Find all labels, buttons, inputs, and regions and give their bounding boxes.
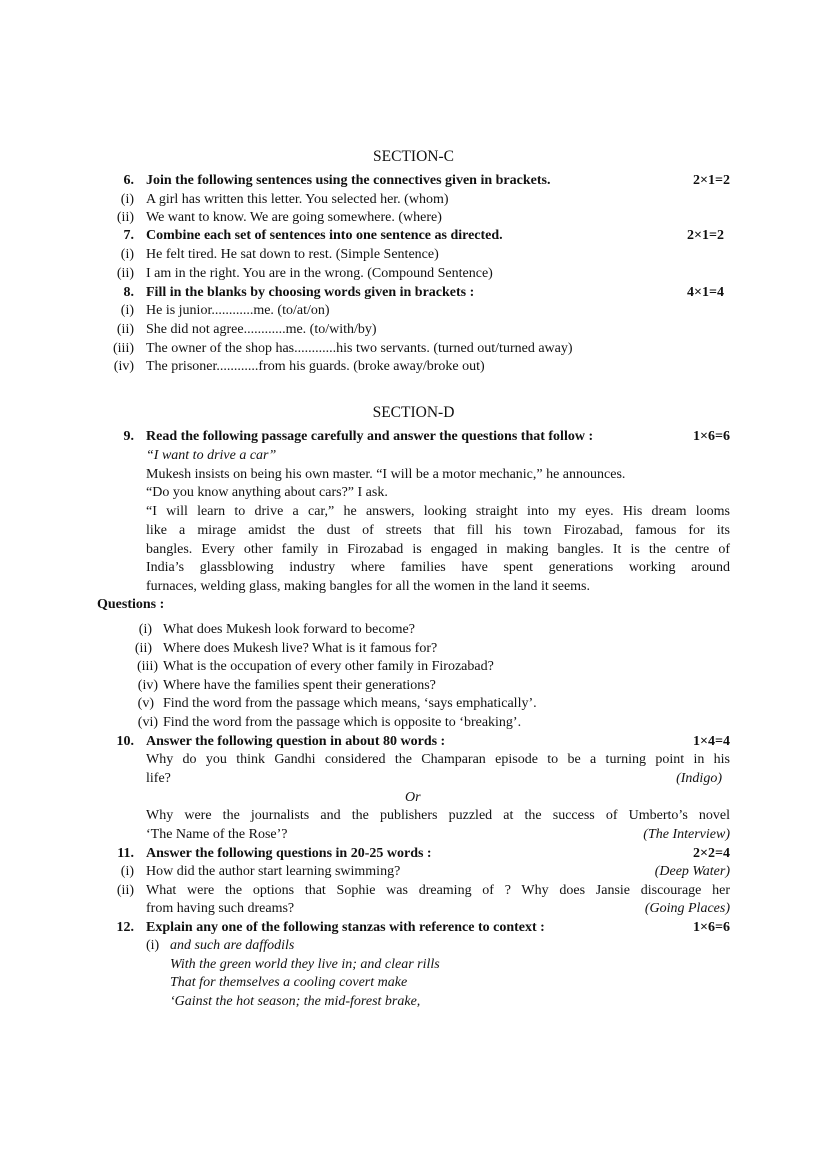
question-roman: (vi) (137, 715, 158, 730)
section-d-heading: SECTION-D (372, 404, 455, 421)
item-text: He is junior............me. (to/at/on) (146, 303, 330, 318)
question-roman: (iii) (137, 659, 158, 674)
marks: 2×1=2 (693, 173, 730, 188)
passage-line: “Do you know anything about cars?” I ask. (146, 485, 388, 500)
passage-line: India’s glassblowing industry where families have spent generations working around (146, 560, 730, 575)
item-roman: (ii) (116, 883, 134, 898)
stanza-line: and such are daffodils (170, 938, 295, 953)
question-item: Find the word from the passage which means, ‘says emphatically’. (163, 696, 537, 711)
item-roman: (iii) (113, 341, 134, 356)
question-text: Answer the following question in about 80 words : (146, 734, 446, 749)
answer-line: ‘The Name of the Rose’? (146, 827, 288, 842)
question-text: Combine each set of sentences into one sentence as directed. (146, 228, 503, 243)
item-roman: (i) (120, 864, 134, 879)
passage-line: furnaces, welding glass, making bangles for all the women in the land it seems. (146, 579, 591, 594)
item-roman: (ii) (116, 210, 134, 225)
item-text: How did the author start learning swimming? (146, 864, 401, 879)
item-text: I am in the right. You are in the wrong. (Compound Sentence) (146, 266, 493, 281)
passage-line: bangles. Every other family in Firozabad is engaged in making bangles. It is the centre of (146, 542, 730, 557)
source-reference: (Going Places) (644, 901, 730, 916)
question-text: Read the following passage carefully and answer the questions that follow : (146, 429, 594, 444)
stanza-line: With the green world they live in; and clear rills (170, 957, 440, 972)
question-roman: (v) (137, 696, 154, 711)
question-number: 7. (123, 228, 134, 243)
passage-title: “I want to drive a car” (146, 448, 277, 463)
item-text: She did not agree............me. (to/with/by) (146, 322, 377, 337)
stanza-line: That for themselves a cooling covert make (170, 975, 408, 990)
question-item: Find the word from the passage which is opposite to ‘breaking’. (163, 715, 522, 730)
question-number: 9. (123, 429, 134, 444)
item-roman: (i) (120, 247, 134, 262)
item-roman: (i) (120, 303, 134, 318)
item-text: He felt tired. He sat down to rest. (Simple Sentence) (146, 247, 439, 262)
item-roman: (i) (120, 192, 134, 207)
marks: 1×6=6 (693, 920, 730, 935)
item-text: A girl has written this letter. You selected her. (whom) (146, 192, 449, 207)
question-item: Where have the families spent their generations? (163, 678, 436, 693)
passage-line: “I will learn to drive a car,” he answers, looking straight into my eyes. His dream looms (146, 504, 730, 519)
question-text: Answer the following questions in 20-25 words : (146, 846, 432, 861)
marks: 1×6=6 (693, 429, 730, 444)
question-item: Where does Mukesh live? What is it famous for? (163, 641, 438, 656)
item-roman: (ii) (116, 322, 134, 337)
question-roman: (ii) (134, 641, 152, 656)
marks: 4×1=4 (687, 285, 724, 300)
question-item: What is the occupation of every other family in Firozabad? (163, 659, 494, 674)
section-c-heading: SECTION-C (373, 148, 454, 165)
source-reference: (The Interview) (643, 827, 730, 842)
item-roman: (ii) (116, 266, 134, 281)
question-text: Join the following sentences using the connectives given in brackets. (146, 173, 551, 188)
source-reference: (Indigo) (676, 771, 722, 786)
item-text: from having such dreams? (146, 901, 295, 916)
item-roman: (i) (146, 938, 160, 953)
answer-line: Why were the journalists and the publishers puzzled at the success of Umberto’s novel (146, 808, 730, 823)
question-number: 6. (123, 173, 134, 188)
question-roman: (iv) (137, 678, 158, 693)
question-number: 10. (116, 734, 134, 749)
item-text: The prisoner............from his guards. (broke away/broke out) (146, 359, 485, 374)
item-text: What were the options that Sophie was dreaming of ? Why does Jansie discourage her (146, 883, 730, 898)
or-separator: Or (405, 790, 421, 805)
stanza-line: ‘Gainst the hot season; the mid-forest brake, (170, 994, 421, 1009)
item-text: The owner of the shop has............his two servants. (turned out/turned away) (146, 341, 573, 356)
question-item: What does Mukesh look forward to become? (163, 622, 415, 637)
question-number: 12. (116, 920, 134, 935)
item-roman: (iv) (113, 359, 134, 374)
question-roman: (i) (138, 622, 152, 637)
marks: 1×4=4 (693, 734, 730, 749)
marks: 2×1=2 (687, 228, 724, 243)
question-number: 8. (123, 285, 134, 300)
questions-label: Questions : (97, 597, 165, 612)
passage-line: like a mirage amidst the dust of streets that fill his town Firozabad, famous for its (146, 523, 730, 538)
question-text: Fill in the blanks by choosing words given in brackets : (146, 285, 475, 300)
passage-line: Mukesh insists on being his own master. “I will be a motor mechanic,” he announces. (146, 467, 626, 482)
item-text: We want to know. We are going somewhere. (where) (146, 210, 442, 225)
answer-line: Why do you think Gandhi considered the Champaran episode to be a turning point in his (146, 752, 730, 767)
source-reference: (Deep Water) (654, 864, 730, 879)
question-number: 11. (117, 846, 134, 861)
marks: 2×2=4 (693, 846, 730, 861)
answer-line: life? (146, 771, 171, 786)
question-text: Explain any one of the following stanzas with reference to context : (146, 920, 545, 935)
